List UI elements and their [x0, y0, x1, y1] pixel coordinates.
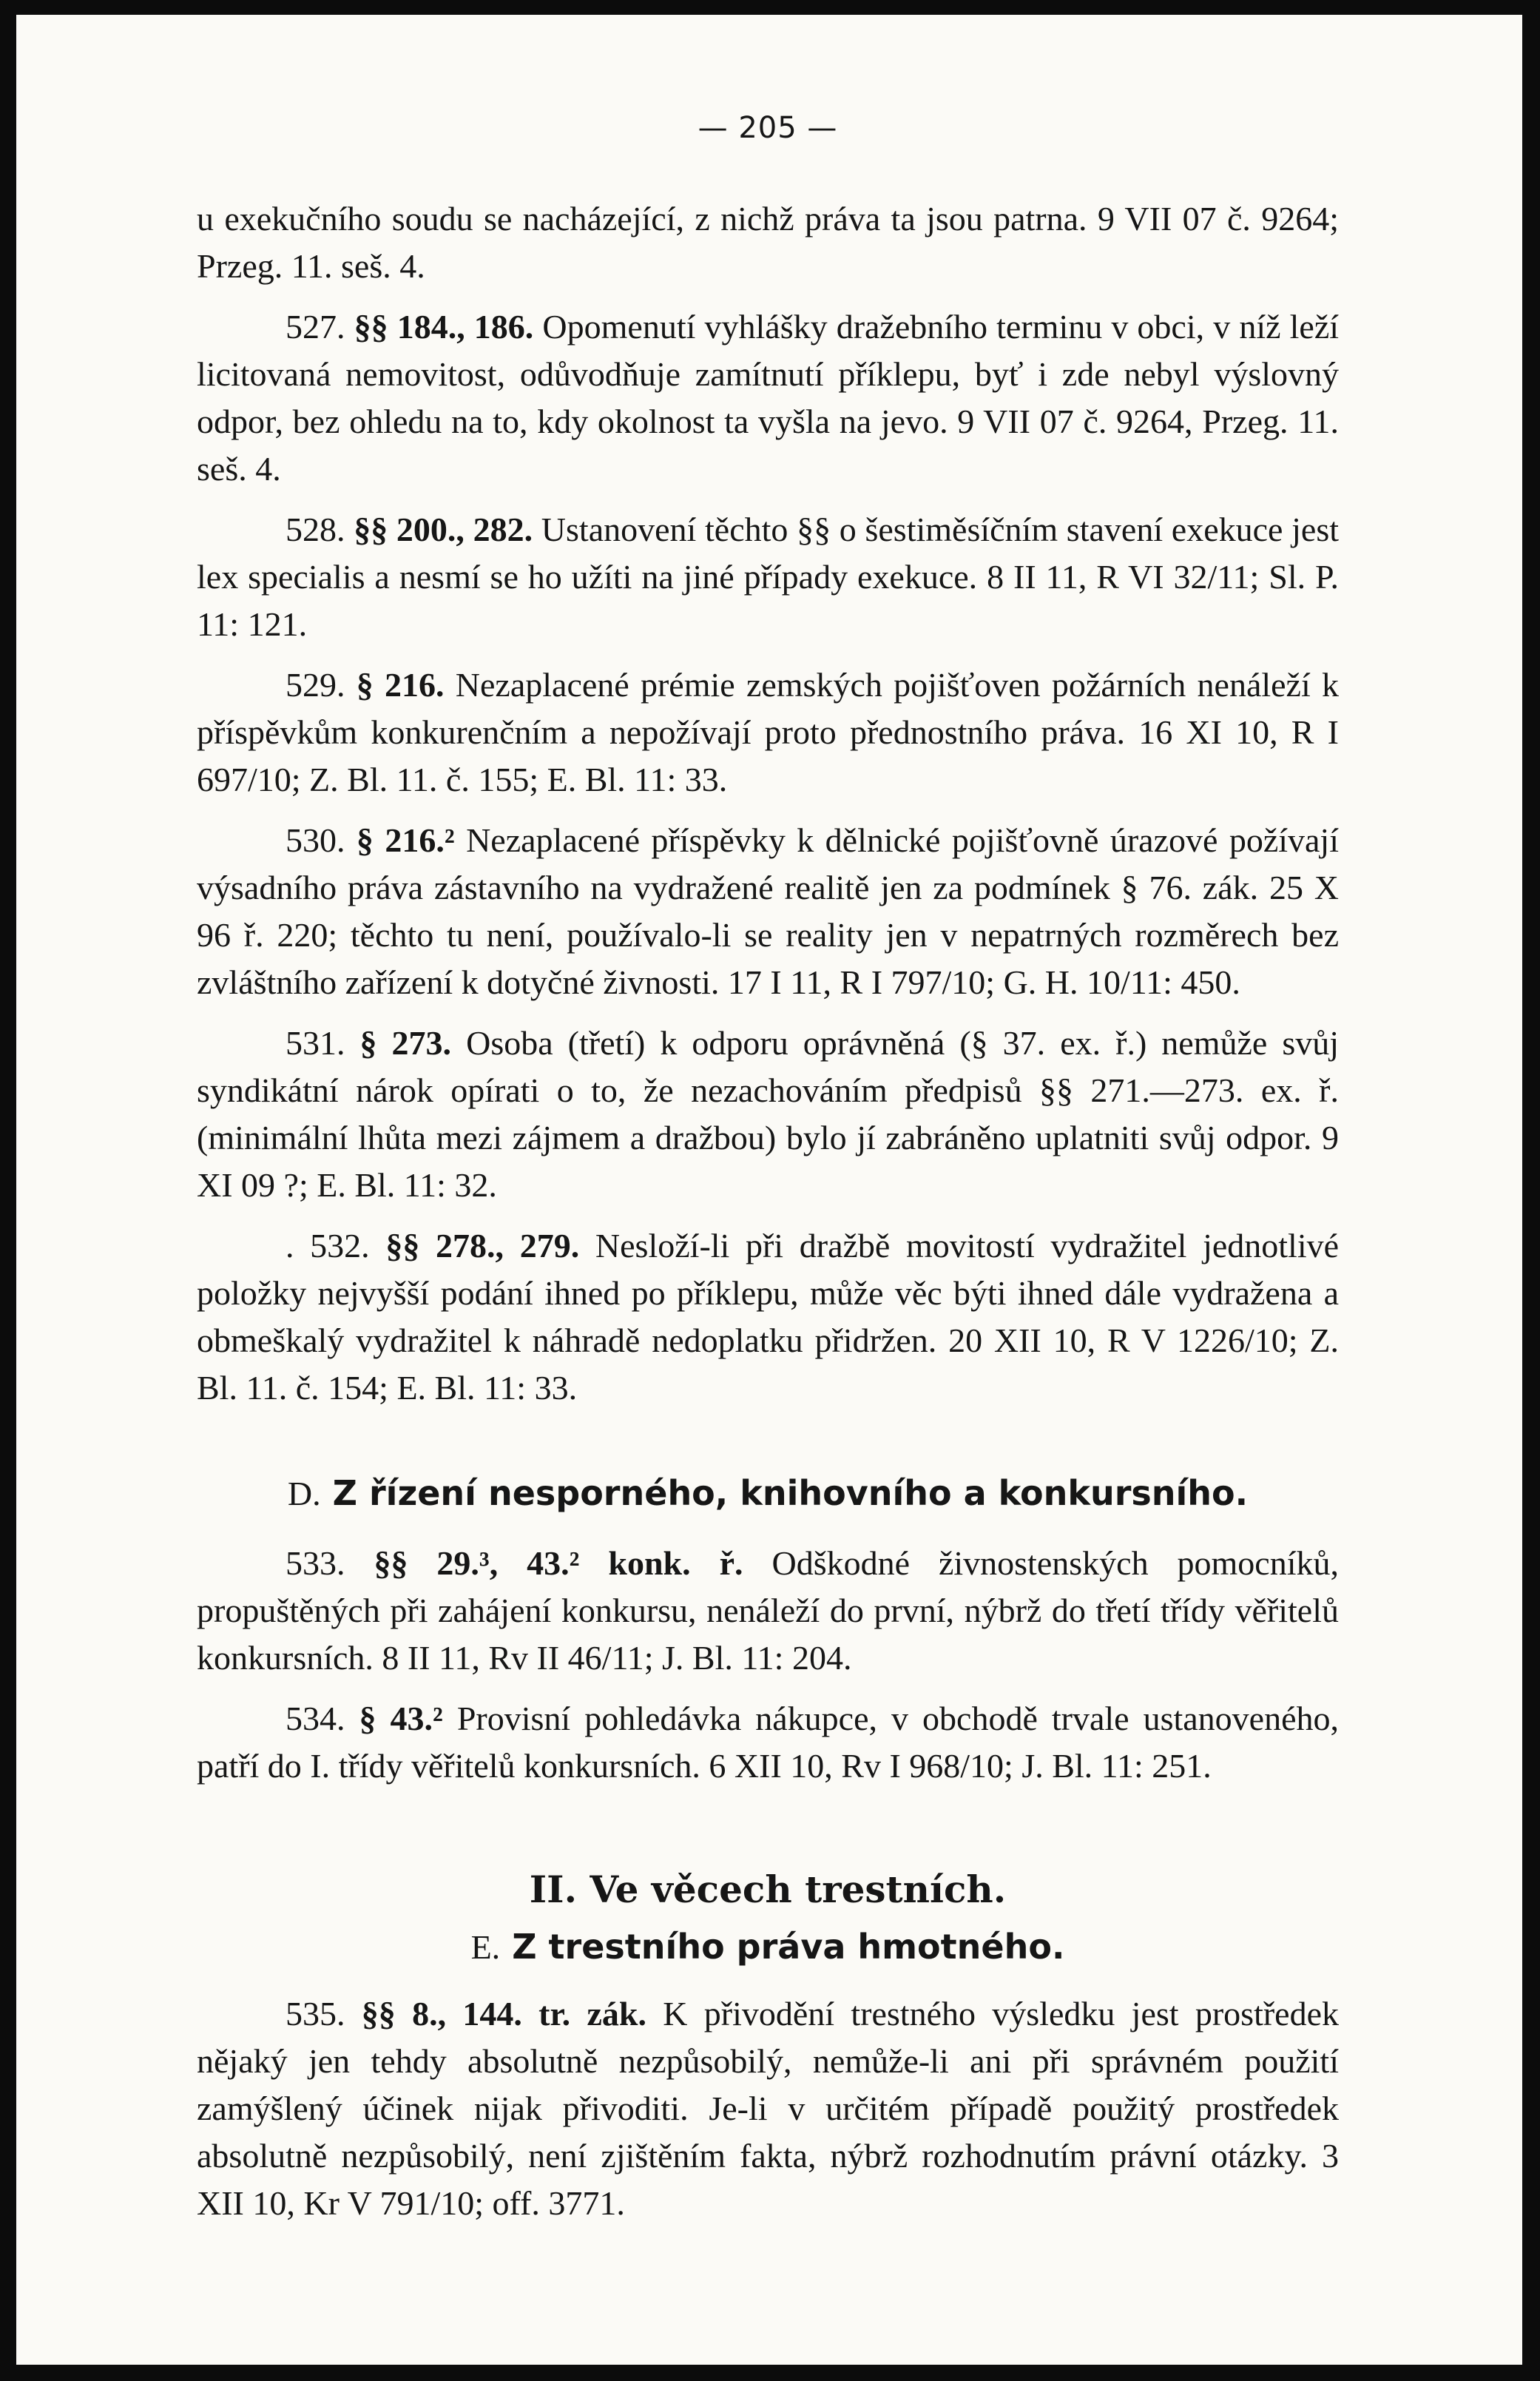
page-number: — 205 — [698, 111, 838, 145]
section-ref: §§ 278., 279. [385, 1227, 580, 1264]
section-ref: §§ 184., 186. [354, 308, 534, 346]
entry-number: 531. [286, 1024, 345, 1062]
intro-paragraph: u exekučního soudu se nacházející, z nichž práva ta jsou patrna. 9 VII 07 č. 9264; Przeg. 11. seš. 4. [197, 200, 1339, 285]
entry-533 [197, 1540, 1339, 1682]
entry-number: 529. [286, 666, 345, 704]
entry-text: Nesloží-li při dražbě movitostí vydražitel jednotlivé položky nejvyšší podání ihned po příklepu, může věc býti ihned dále vydražena a obmeškalý vydražitel k náhradě nedoplatku přidržen. 20 XII 10, R V 1226/10; Z. Bl. 11. č. 154; E. Bl. 11: 33. [197, 1227, 1340, 1407]
entry-text: K přivodění trestného výsledku jest prostředek nějaký jen tehdy absolutně nezpůsobilý, nemůže-li ani při správném použití zamýšlený účinek nijak přivoditi. Je-li v určitém případě použitý prostředek absolutně nezpůsobilý, není zjištěním fakta, nýbrž rozhodnutím právní otázky. 3 XII 10, Kr V 791/10; off. 3771. [197, 1995, 1340, 2222]
section-ref: §§ 8., 144. tr. zák. [361, 1995, 646, 2033]
entry-530 [197, 817, 1339, 1006]
entry-number: 535. [286, 1995, 345, 2033]
section-ref: §§ 29.³, 43.² konk. ř. [374, 1544, 743, 1582]
entry-528 [197, 506, 1339, 648]
entry-text: Nezaplacené příspěvky k dělnické pojišťovně úrazové požívají výsadního práva zástavního na vydražené realitě jen za podmínek § 76. zák. 25 X 96 ř. 220; těchto tu není, používalo-li se reality jen v nepatrných rozměrech bez zvláštního zařízení k dotyčné živnosti. 17 I 11, R I 797/10; G. H. 10/11: 450. [197, 821, 1339, 1001]
section-heading-e [197, 1923, 1339, 1971]
section-heading-d [197, 1469, 1339, 1518]
section-ref: §§ 200., 282. [354, 511, 533, 548]
section-title: Z trestního práva hmotného. [512, 1927, 1065, 1967]
section-title: Z řízení nesporného, knihovního a konkursního. [332, 1473, 1249, 1513]
entry-number: 533. [286, 1544, 345, 1582]
entry-text: Ustanovení těchto §§ o šestiměsíčním stavení exekuce jest lex specialis a nesmí se ho užíti na jiné případy exekuce. 8 II 11, R VI 32/11; Sl. P. 11: 121. [197, 511, 1340, 643]
entry-531 [197, 1020, 1339, 1209]
entry-532 [197, 1222, 1339, 1412]
section-letter: E. [470, 1928, 501, 1966]
part-heading-ii: II. Ve věcech trestních. [529, 1868, 1007, 1911]
entry-number: 527. [286, 308, 345, 346]
entry-text: Opomenutí vyhlášky dražebního terminu v obci, v níž leží licitovaná nemovitost, odůvodňuje zamítnutí příklepu, byť i zde nebyl výslovný odpor, bez ohledu na to, kdy okolnost ta vyšla na jevo. 9 VII 07 č. 9264, Przeg. 11. seš. 4. [197, 308, 1340, 488]
entry-number: 534. [286, 1700, 345, 1737]
entry-number: . 532. [286, 1227, 370, 1264]
book-page [16, 15, 1522, 2365]
entry-text: Osoba (třetí) k odporu oprávněná (§ 37. ex. ř.) nemůže svůj syndikátní nárok opírati o to, že nezachováním předpisů §§ 271.—273. ex. ř. (minimální lhůta mezi zájmem a dražbou) bylo jí zabráněno uplatniti svůj odpor. 9 XI 09 ?; E. Bl. 11: 32. [197, 1024, 1340, 1204]
entry-text: Nezaplacené prémie zemských pojišťoven požárních nenáleží k příspěvkům konkurenčním a nepožívají proto přednostního práva. 16 XI 10, R I 697/10; Z. Bl. 11. č. 155; E. Bl. 11: 33. [197, 666, 1340, 798]
section-ref: § 43.² [359, 1700, 443, 1737]
entry-529 [197, 661, 1339, 804]
section-ref: § 216.² [356, 821, 455, 859]
entry-number: 528. [286, 511, 345, 548]
section-letter: D. [287, 1475, 321, 1512]
entry-number: 530. [286, 821, 345, 859]
page-content [197, 111, 1339, 2227]
section-ref: § 273. [359, 1024, 452, 1062]
entry-text: Provisní pohledávka nákupce, v obchodě trvale ustanoveného, patří do I. třídy věřitelů konkursních. 6 XII 10, Rv I 968/10; J. Bl. 11: 251. [197, 1700, 1340, 1785]
section-ref: § 216. [356, 666, 445, 704]
entry-text: Odškodné živnostenských pomocníků, propuštěných při zahájení konkursu, nenáleží do první, nýbrž do třetí třídy věřitelů konkursních. 8 II 11, Rv II 46/11; J. Bl. 11: 204. [197, 1544, 1340, 1677]
entry-534 [197, 1695, 1339, 1790]
entry-527 [197, 303, 1339, 493]
entry-535 [197, 1990, 1339, 2227]
